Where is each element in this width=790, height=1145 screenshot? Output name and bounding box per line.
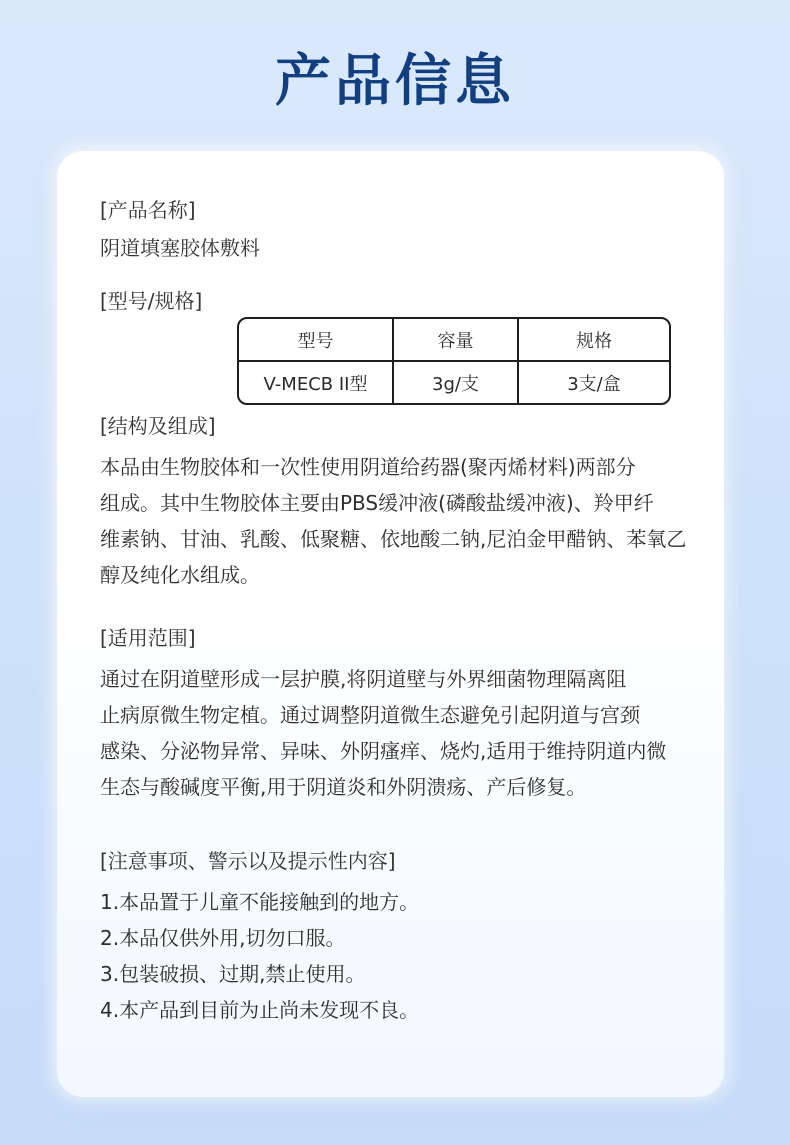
- model-spec-label: [型号/规格]: [100, 289, 203, 313]
- scope-line: 通过在阴道壁形成一层护膜,将阴道壁与外界细菌物理隔离阻: [100, 667, 627, 691]
- composition-text: [100, 449, 686, 593]
- composition-line: 维素钠、甘油、乳酸、低聚糖、依地酸二钠,尼泊金甲醋钠、苯氧乙: [100, 527, 687, 551]
- composition-label: [结构及组成]: [100, 414, 216, 438]
- table-header-row: [239, 319, 669, 362]
- spec-table: [237, 317, 671, 405]
- composition-line: 组成。其中生物胶体主要由PBS缓冲液(磷酸盐缓冲液)、羚甲纤: [100, 491, 654, 515]
- scope-line: 生态与酸碱度平衡,用于阴道炎和外阴溃疡、产后修复。: [100, 775, 587, 799]
- warning-item: 2.本品仅供外用,切勿口服。: [100, 926, 346, 950]
- product-name-value: 阴道填塞胶体敷料: [100, 236, 260, 260]
- composition-line: 本品由生物胶体和一次性使用阴道给药器(聚丙烯材料)两部分: [100, 455, 636, 479]
- table-header-model: 型号: [239, 319, 394, 360]
- scope-text: [100, 661, 666, 805]
- page-title: 产品信息: [275, 49, 515, 114]
- warning-item: 4.本产品到目前为止尚未发现不良。: [100, 998, 420, 1022]
- warnings-label: [注意事项、警示以及提示性内容]: [100, 849, 396, 873]
- product-info-card: [57, 151, 724, 1097]
- scope-line: 止病原微生物定植。通过调整阴道微生态避免引起阴道与宫颈: [100, 703, 640, 727]
- warning-item: 1.本品置于儿童不能接触到的地方。: [100, 890, 420, 914]
- product-name-label: [产品名称]: [100, 198, 196, 222]
- warning-item: 3.包装破损、过期,禁止使用。: [100, 962, 366, 986]
- table-header-spec: 规格: [576, 330, 612, 352]
- table-cell-spec: 3支/盒: [567, 373, 621, 395]
- table-row: [239, 362, 669, 403]
- composition-line: 醇及纯化水组成。: [100, 563, 260, 587]
- scope-label: [适用范围]: [100, 626, 196, 650]
- table-cell-model: V-MECB II型: [239, 362, 394, 403]
- warnings-list: [100, 884, 419, 1028]
- scope-line: 感染、分泌物异常、异味、外阴瘙痒、烧灼,适用于维持阴道内微: [100, 739, 667, 763]
- table-cell-capacity: 3g/支: [394, 362, 519, 403]
- table-header-capacity: 容量: [394, 319, 519, 360]
